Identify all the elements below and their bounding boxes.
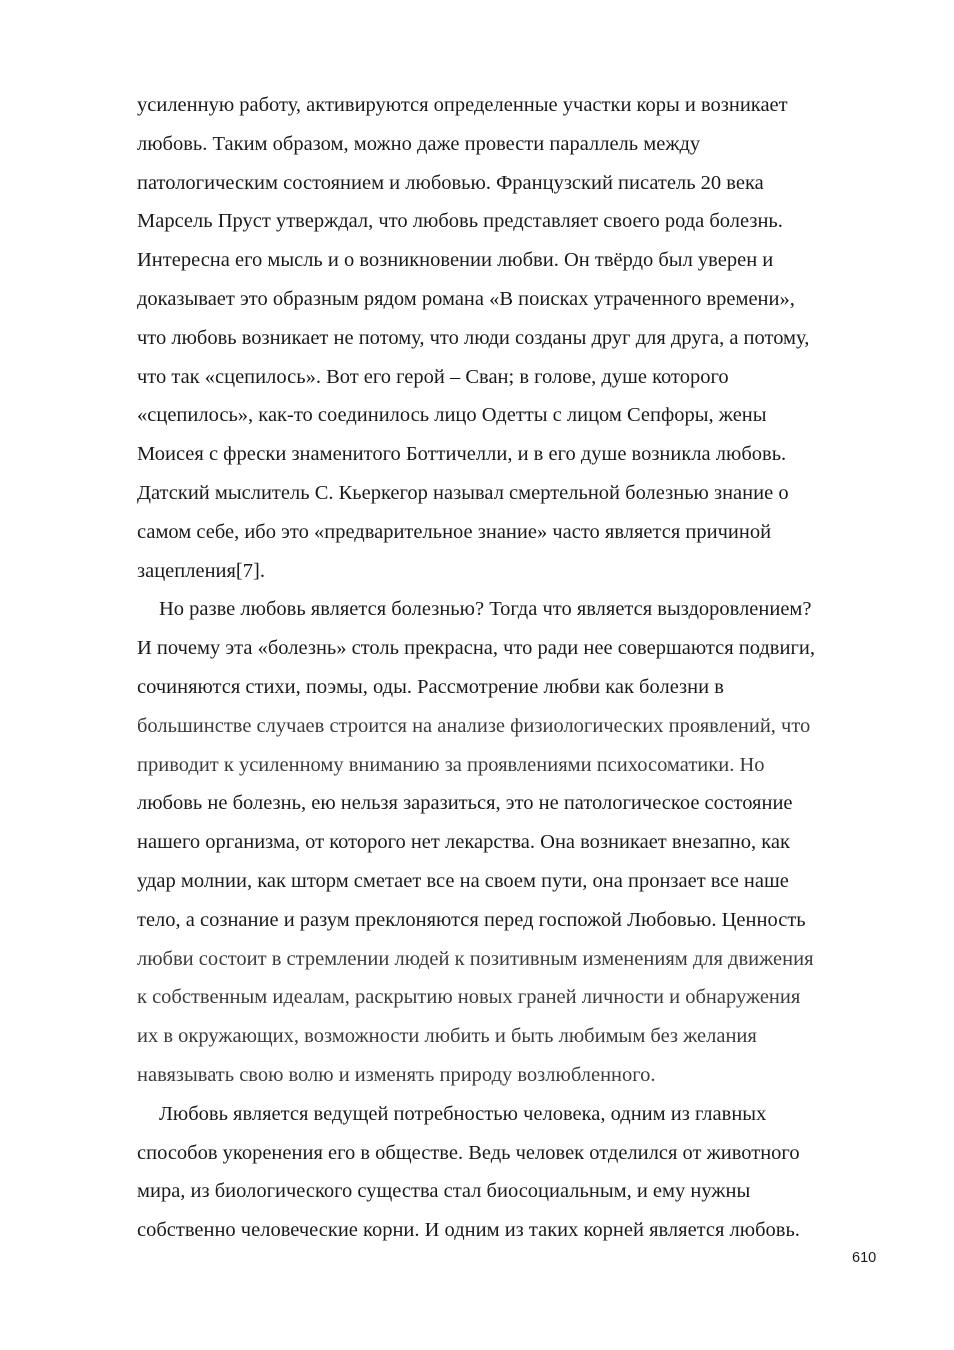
text-line: Датский мыслитель С. Кьеркегор называл смертельной болезнью знание о: [137, 481, 789, 504]
text-line: что так «сцепилось». Вот его герой – Сван; в голове, душе которого: [137, 365, 729, 388]
text-line: большинстве случаев строится на анализе физиологических проявлений, что: [137, 714, 811, 737]
text-line: Моисея с фрески знаменитого Боттичелли, и в его душе возникла любовь.: [137, 443, 787, 466]
text-line: доказывает это образным рядом романа «В поисках утраченного времени»,: [137, 287, 795, 310]
paragraph-start-line: Любовь является ведущей потребностью человека, одним из главных: [159, 1102, 767, 1125]
text-line: самом себе, ибо это «предварительное знание» часто является причиной: [137, 520, 772, 543]
paragraph-start-line: Но разве любовь является болезнью? Тогда что является выздоровлением?: [159, 598, 812, 621]
text-line: удар молнии, как шторм сметает все на своем пути, она пронзает все наше: [137, 869, 789, 892]
text-line: приводит к усиленному вниманию за проявлениями психосоматики. Но: [137, 753, 765, 776]
text-line: любовь. Таким образом, можно даже провести параллель между: [137, 132, 701, 155]
text-line: сочиняются стихи, поэмы, оды. Рассмотрение любви как болезни в: [137, 675, 724, 698]
text-line: мира, из биологического существа стал биосоциальным, и ему нужны: [137, 1180, 751, 1203]
text-line: Марсель Пруст утверждал, что любовь представляет своего рода болезнь.: [137, 210, 783, 233]
text-line: собственно человеческие корни. И одним из таких корней является любовь.: [137, 1219, 800, 1242]
text-line: способов укоренения его в обществе. Ведь человек отделился от животного: [137, 1141, 800, 1164]
text-line: любовь не болезнь, ею нельзя заразиться, это не патологическое состояние: [137, 792, 793, 815]
text-line: к собственным идеалам, раскрытию новых граней личности и обнаружения: [137, 986, 801, 1009]
body-text: [137, 86, 889, 1250]
text-line: патологическим состоянием и любовью. Французский писатель 20 века: [137, 171, 764, 194]
text-line: любви состоит в стремлении людей к позитивным изменениям для движения: [137, 947, 814, 970]
page-number: 610: [852, 1250, 877, 1266]
text-line: И почему эта «болезнь» столь прекрасна, что ради нее совершаются подвиги,: [137, 637, 815, 660]
text-line: усиленную работу, активируются определенные участки коры и возникает: [137, 94, 788, 116]
text-line: навязывать свою волю и изменять природу возлюбленного.: [137, 1063, 656, 1086]
text-line: зацепления[7].: [137, 559, 265, 582]
text-line: Интересна его мысль и о возникновении любви. Он твёрдо был уверен и: [137, 249, 774, 272]
text-line: тело, а сознание и разум преклоняются перед госпожой Любовью. Ценность: [137, 908, 806, 931]
text-line: нашего организма, от которого нет лекарства. Она возникает внезапно, как: [137, 831, 790, 854]
text-line: «сцепилось», как-то соединилось лицо Одетты с лицом Сепфоры, жены: [137, 404, 767, 427]
text-line: что любовь возникает не потому, что люди созданы друг для друга, а потому,: [137, 326, 810, 349]
text-line: их в окружающих, возможности любить и быть любимым без желания: [137, 1025, 757, 1048]
